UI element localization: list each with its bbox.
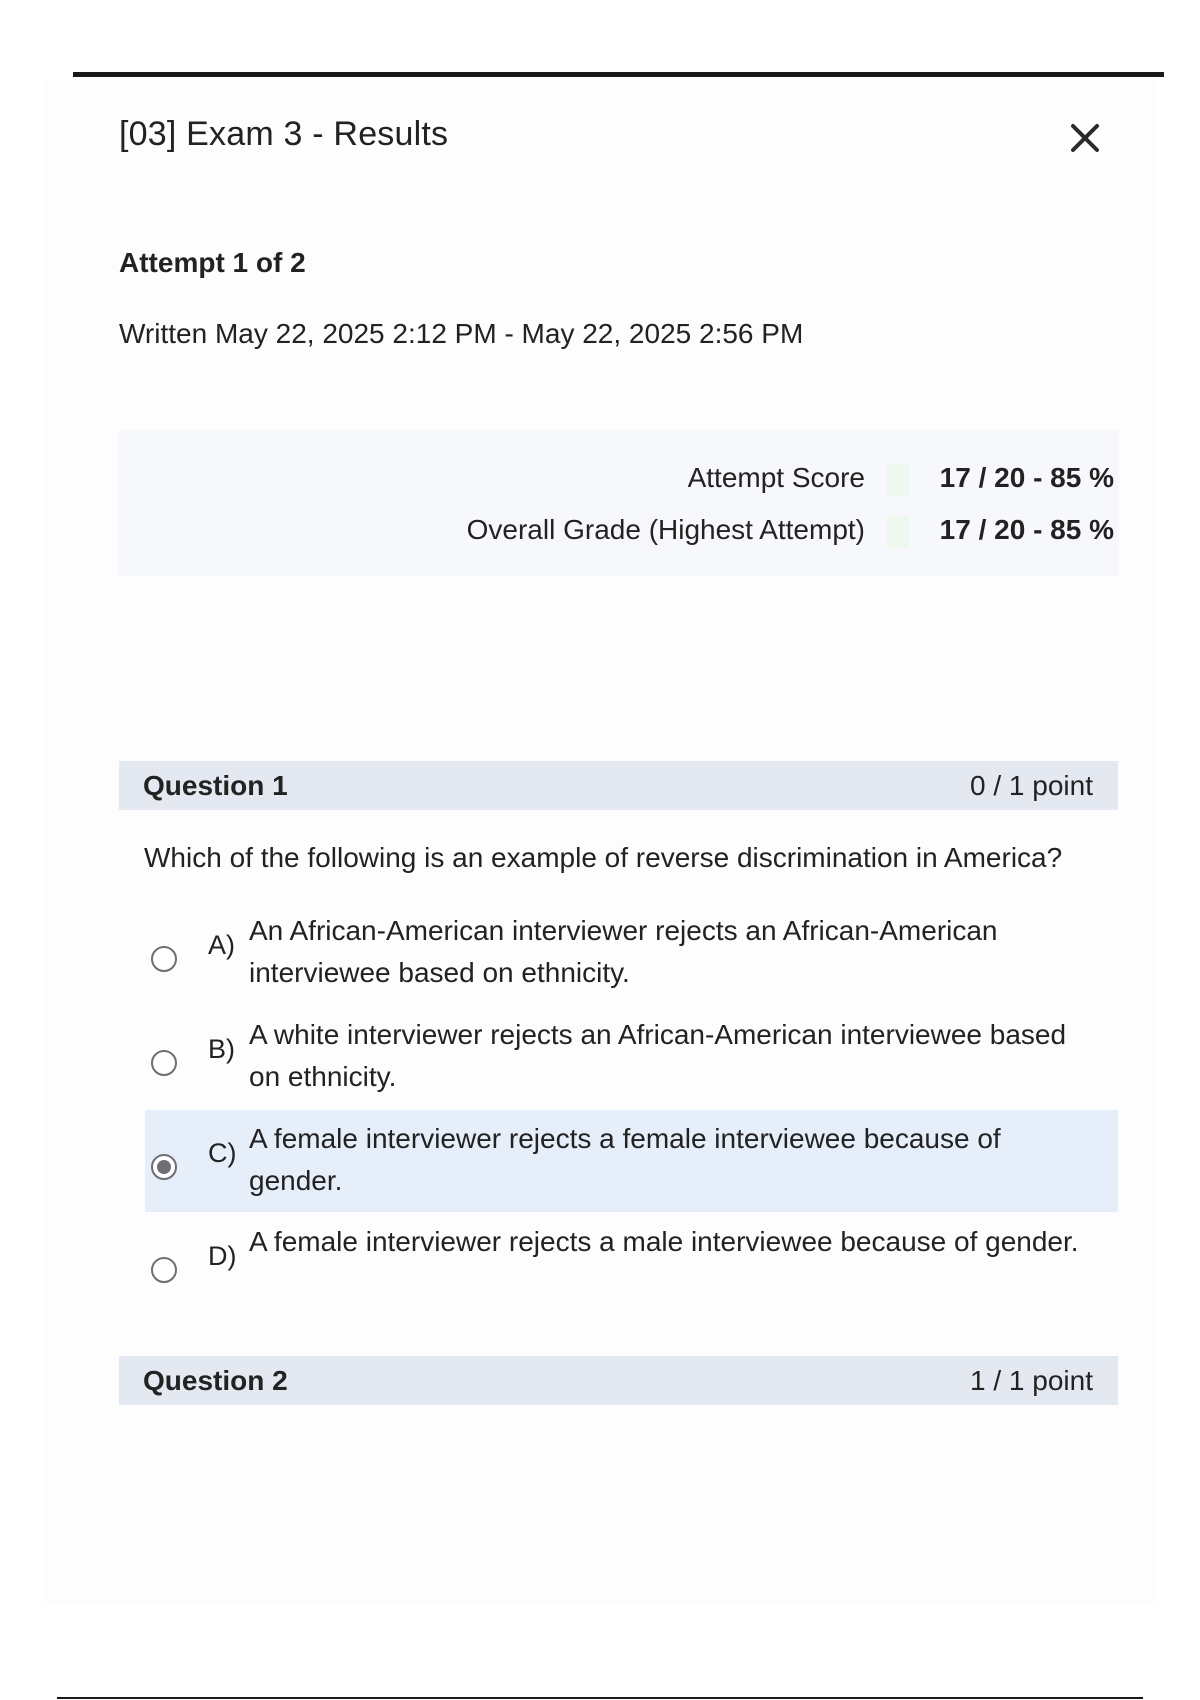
question-points: 1 / 1 point — [970, 1365, 1093, 1396]
score-summary — [119, 430, 1119, 576]
close-button[interactable] — [1065, 118, 1105, 158]
page-title: [03] Exam 3 - Results — [119, 115, 449, 153]
question-2-header — [119, 1356, 1118, 1405]
option-b[interactable] — [145, 1014, 1118, 1116]
bottom-divider — [57, 1697, 1143, 1699]
question-title: Question 1 — [143, 770, 288, 801]
overall-grade-row — [119, 514, 1119, 554]
option-text: An African-American interviewer rejects an African-American interviewee based on ethnicity. — [249, 915, 998, 988]
option-letter: A) — [208, 930, 235, 960]
option-text: A white interviewer rejects an African-American interviewee based on ethnicity. — [249, 1019, 1067, 1092]
score-value: 17 / 20 - 85 % — [939, 514, 1114, 545]
question-title: Question 2 — [143, 1365, 288, 1396]
score-value: 17 / 20 - 85 % — [939, 462, 1114, 493]
option-letter: D) — [208, 1241, 237, 1271]
score-label: Overall Grade (Highest Attempt) — [466, 514, 865, 545]
attempt-label: Attempt 1 of 2 — [119, 247, 306, 278]
option-text: A female interviewer rejects a female interviewee because of gender. — [249, 1123, 1001, 1196]
option-a[interactable] — [145, 910, 1118, 1012]
radio-button[interactable] — [151, 1257, 177, 1283]
option-c[interactable] — [145, 1110, 1118, 1212]
attempt-score-row — [119, 462, 1119, 502]
attempt-written-time: Written May 22, 2025 2:12 PM - May 22, 2025 2:56 PM — [119, 318, 804, 349]
question-points: 0 / 1 point — [970, 770, 1093, 801]
close-icon — [1065, 118, 1105, 158]
score-status-marker — [887, 464, 909, 496]
question-1-header — [119, 761, 1118, 810]
option-letter: B) — [208, 1034, 235, 1064]
option-letter: C) — [208, 1138, 237, 1168]
radio-button-selected[interactable] — [151, 1154, 177, 1180]
radio-button[interactable] — [151, 1050, 177, 1076]
top-divider — [73, 72, 1164, 77]
score-label: Attempt Score — [687, 462, 865, 493]
radio-button[interactable] — [151, 946, 177, 972]
option-text: A female interviewer rejects a male interviewee because of gender. — [249, 1226, 1079, 1257]
score-status-marker — [887, 516, 909, 548]
option-d[interactable] — [145, 1221, 1118, 1323]
question-1-text: Which of the following is an example of reverse discrimination in America? — [144, 842, 1063, 873]
